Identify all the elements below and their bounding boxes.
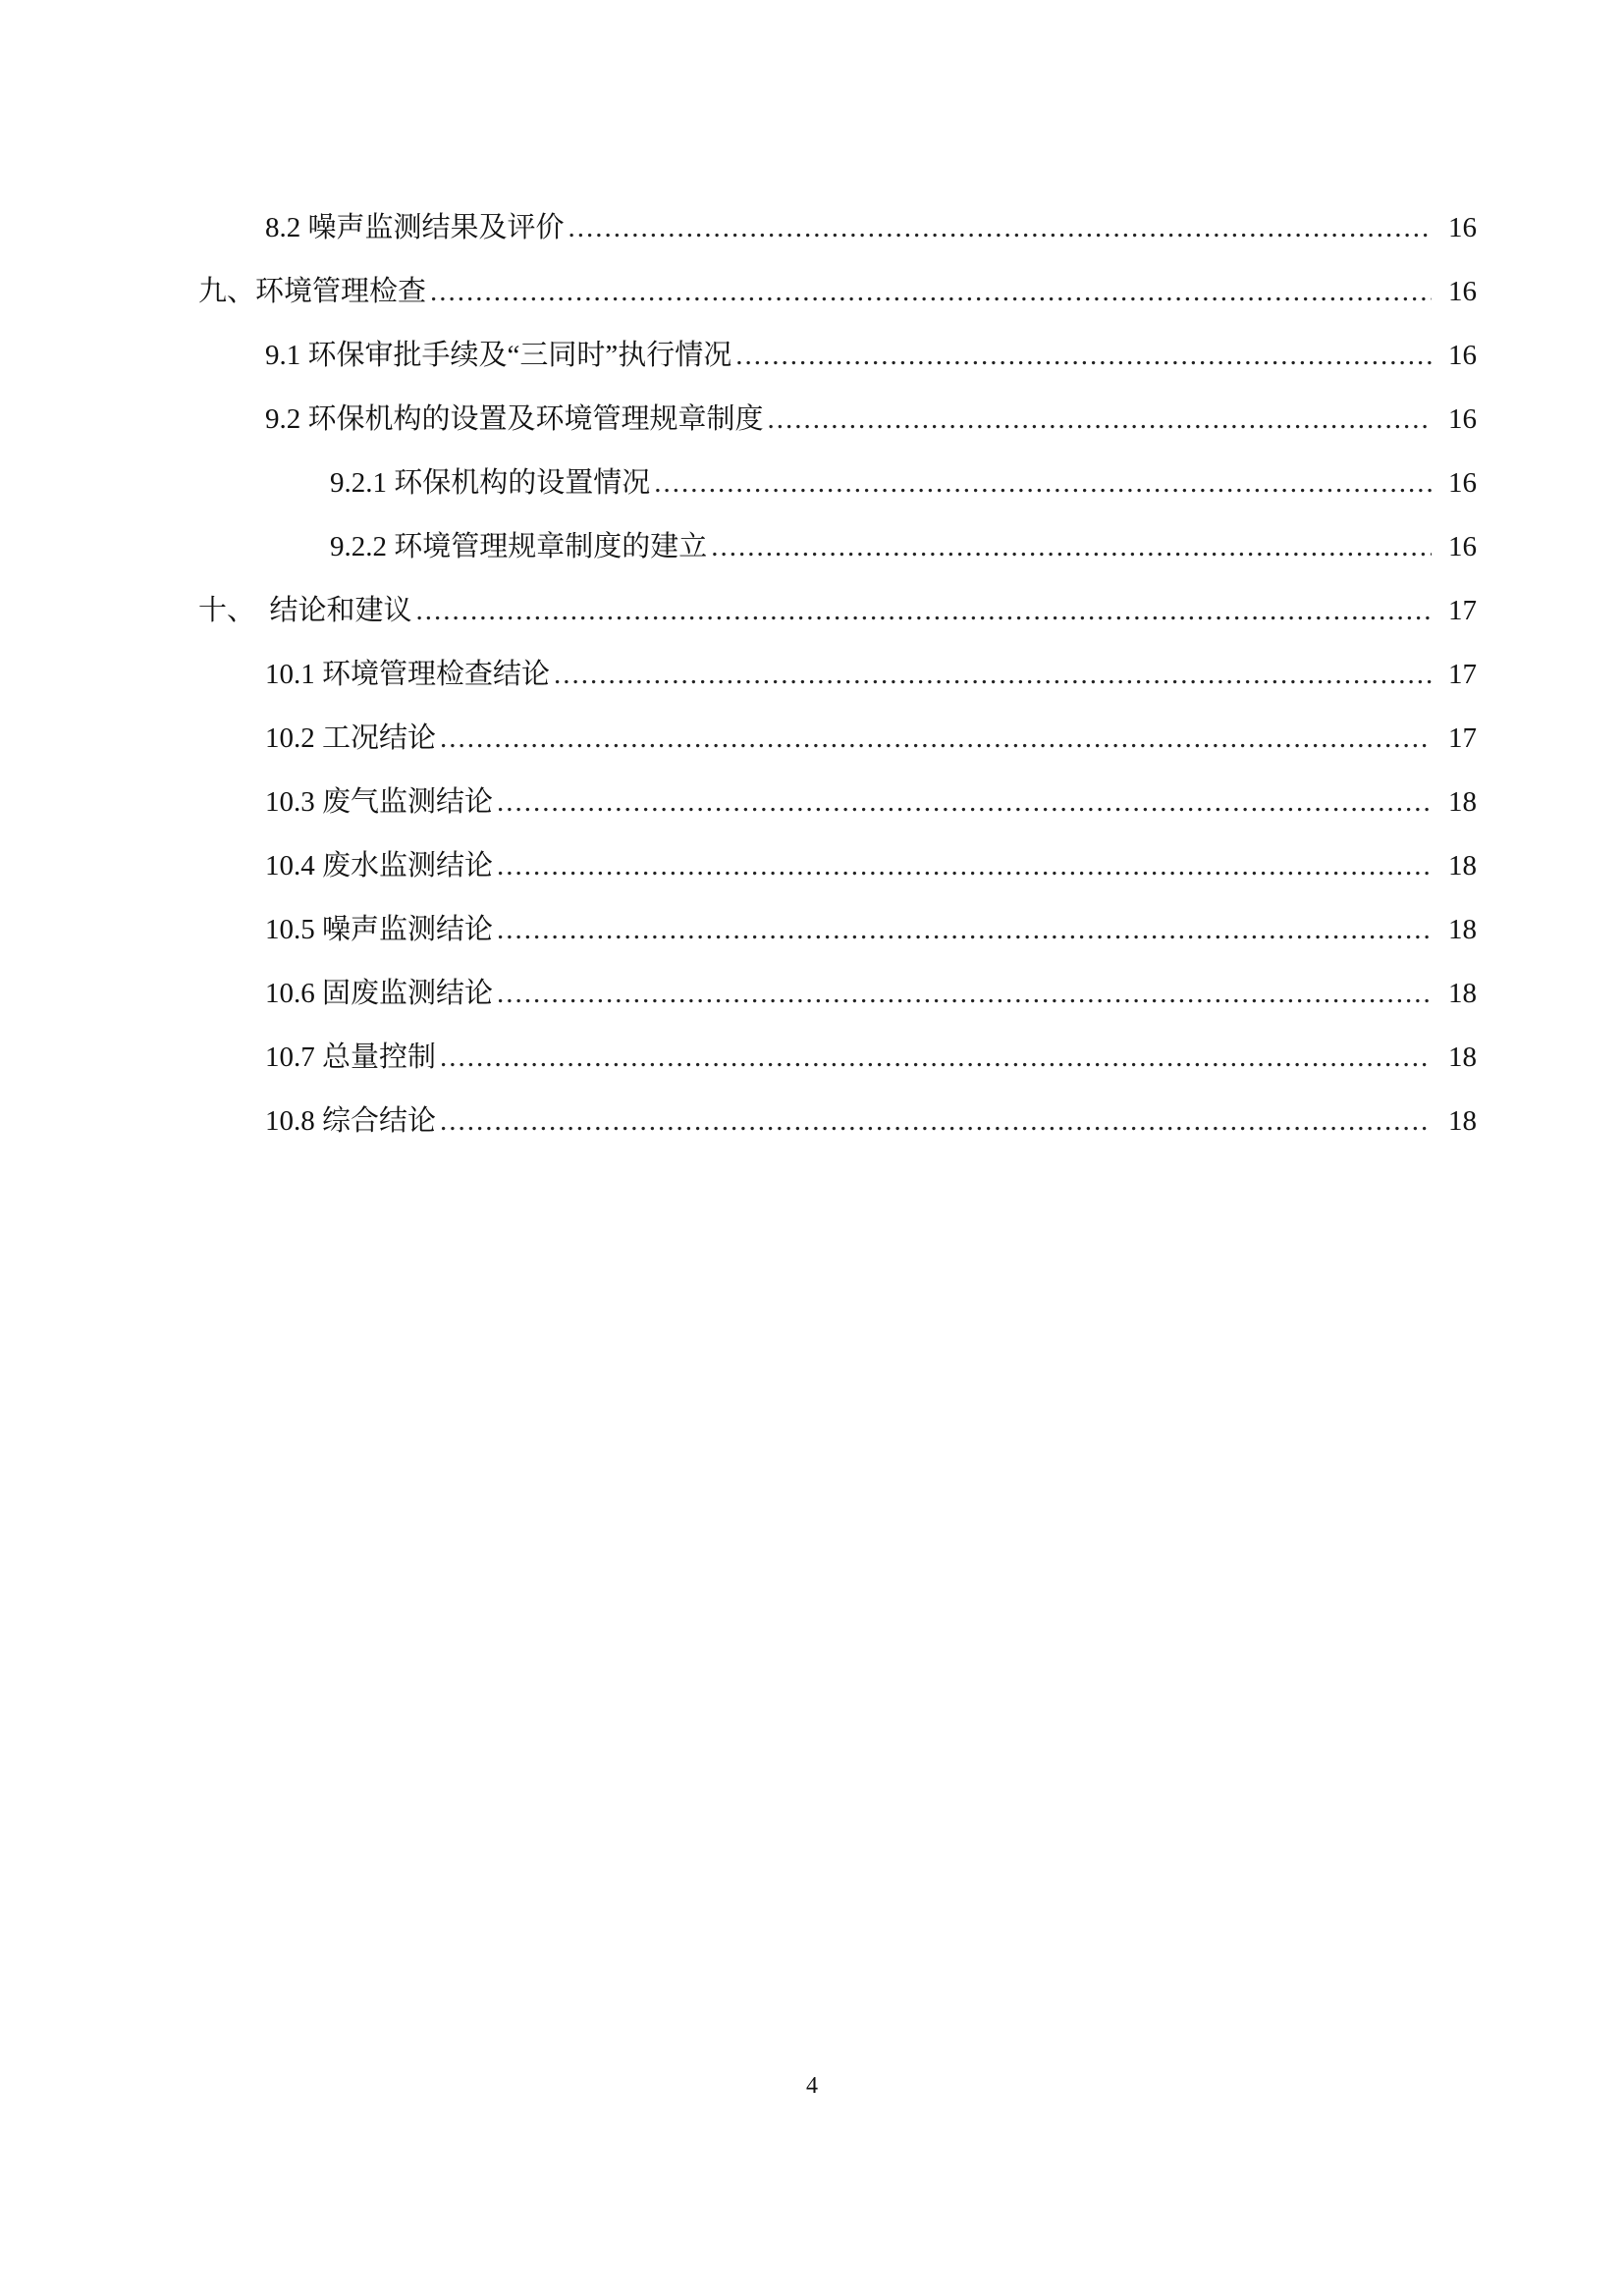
toc-entry-page: 16 xyxy=(1448,467,1477,499)
toc-entry-title: 九、环境管理检查 xyxy=(198,276,427,307)
toc-entry-title: 9.2 环保机构的设置及环境管理规章制度 xyxy=(265,403,764,435)
toc-entry-title: 9.1 环保审批手续及“三同时”执行情况 xyxy=(265,340,732,371)
toc-entry-page: 18 xyxy=(1448,1041,1477,1073)
toc-entry-title: 10.7 总量控制 xyxy=(265,1041,437,1073)
toc-dot-leader xyxy=(430,272,1432,311)
toc-entry-title: 10.3 废气监测结论 xyxy=(265,786,494,818)
toc-entry-title: 9.2.2 环境管理规章制度的建立 xyxy=(330,531,708,562)
toc-entry-title: 10.6 固废监测结论 xyxy=(265,978,494,1009)
toc-entry-page: 18 xyxy=(1448,914,1477,945)
toc-entry[interactable] xyxy=(330,463,1477,503)
toc-dot-leader xyxy=(497,846,1432,885)
toc-entry-page: 18 xyxy=(1448,850,1477,881)
toc-entry[interactable] xyxy=(265,1101,1477,1141)
toc-entry-title: 10.4 废水监测结论 xyxy=(265,850,494,881)
toc-entry-page: 17 xyxy=(1448,595,1477,626)
toc-entry-page: 16 xyxy=(1448,403,1477,435)
toc-entry-page: 16 xyxy=(1448,212,1477,243)
toc-entry[interactable] xyxy=(265,910,1477,949)
toc-entry-page: 16 xyxy=(1448,276,1477,307)
toc-entry[interactable] xyxy=(265,1038,1477,1077)
toc-dot-leader xyxy=(768,400,1432,439)
toc-entry-title: 8.2 噪声监测结果及评价 xyxy=(265,212,565,243)
toc-dot-leader xyxy=(497,974,1432,1013)
toc-entry-page: 18 xyxy=(1448,1105,1477,1137)
toc-entry[interactable] xyxy=(265,846,1477,885)
toc-dot-leader xyxy=(416,591,1432,630)
toc-dot-leader xyxy=(554,655,1432,694)
toc-entry-title: 10.5 噪声监测结论 xyxy=(265,914,494,945)
toc-entry[interactable] xyxy=(265,782,1477,822)
toc-entry-page: 16 xyxy=(1448,340,1477,371)
page-number: 4 xyxy=(806,2073,818,2099)
toc-dot-leader xyxy=(735,336,1432,375)
toc-entry-page: 17 xyxy=(1448,659,1477,690)
toc-entry-page: 18 xyxy=(1448,786,1477,818)
toc-entry[interactable] xyxy=(198,591,1477,630)
toc-dot-leader xyxy=(654,463,1432,503)
toc-entry[interactable] xyxy=(265,655,1477,694)
toc-entry[interactable] xyxy=(265,208,1477,247)
toc-dot-leader xyxy=(497,910,1432,949)
toc-entry-title: 10.8 综合结论 xyxy=(265,1105,437,1137)
toc-entry[interactable] xyxy=(330,527,1477,566)
toc-entry-page: 17 xyxy=(1448,722,1477,754)
toc-entry-title: 10.2 工况结论 xyxy=(265,722,437,754)
toc-dot-leader xyxy=(568,208,1432,247)
toc-entry[interactable] xyxy=(265,974,1477,1013)
toc-dot-leader xyxy=(440,719,1432,758)
toc-entry-page: 16 xyxy=(1448,531,1477,562)
toc-entry-page: 18 xyxy=(1448,978,1477,1009)
toc-entry-title: 10.1 环境管理检查结论 xyxy=(265,659,551,690)
toc-dot-leader xyxy=(711,527,1432,566)
toc-dot-leader xyxy=(440,1101,1432,1141)
toc-entry[interactable] xyxy=(265,400,1477,439)
toc-entry-title: 9.2.1 环保机构的设置情况 xyxy=(330,467,651,499)
toc-entry[interactable] xyxy=(265,719,1477,758)
toc-dot-leader xyxy=(440,1038,1432,1077)
toc-entry[interactable] xyxy=(198,272,1477,311)
toc-entry-title: 十、 结论和建议 xyxy=(198,595,412,626)
toc-dot-leader xyxy=(497,782,1432,822)
toc-entry[interactable] xyxy=(265,336,1477,375)
